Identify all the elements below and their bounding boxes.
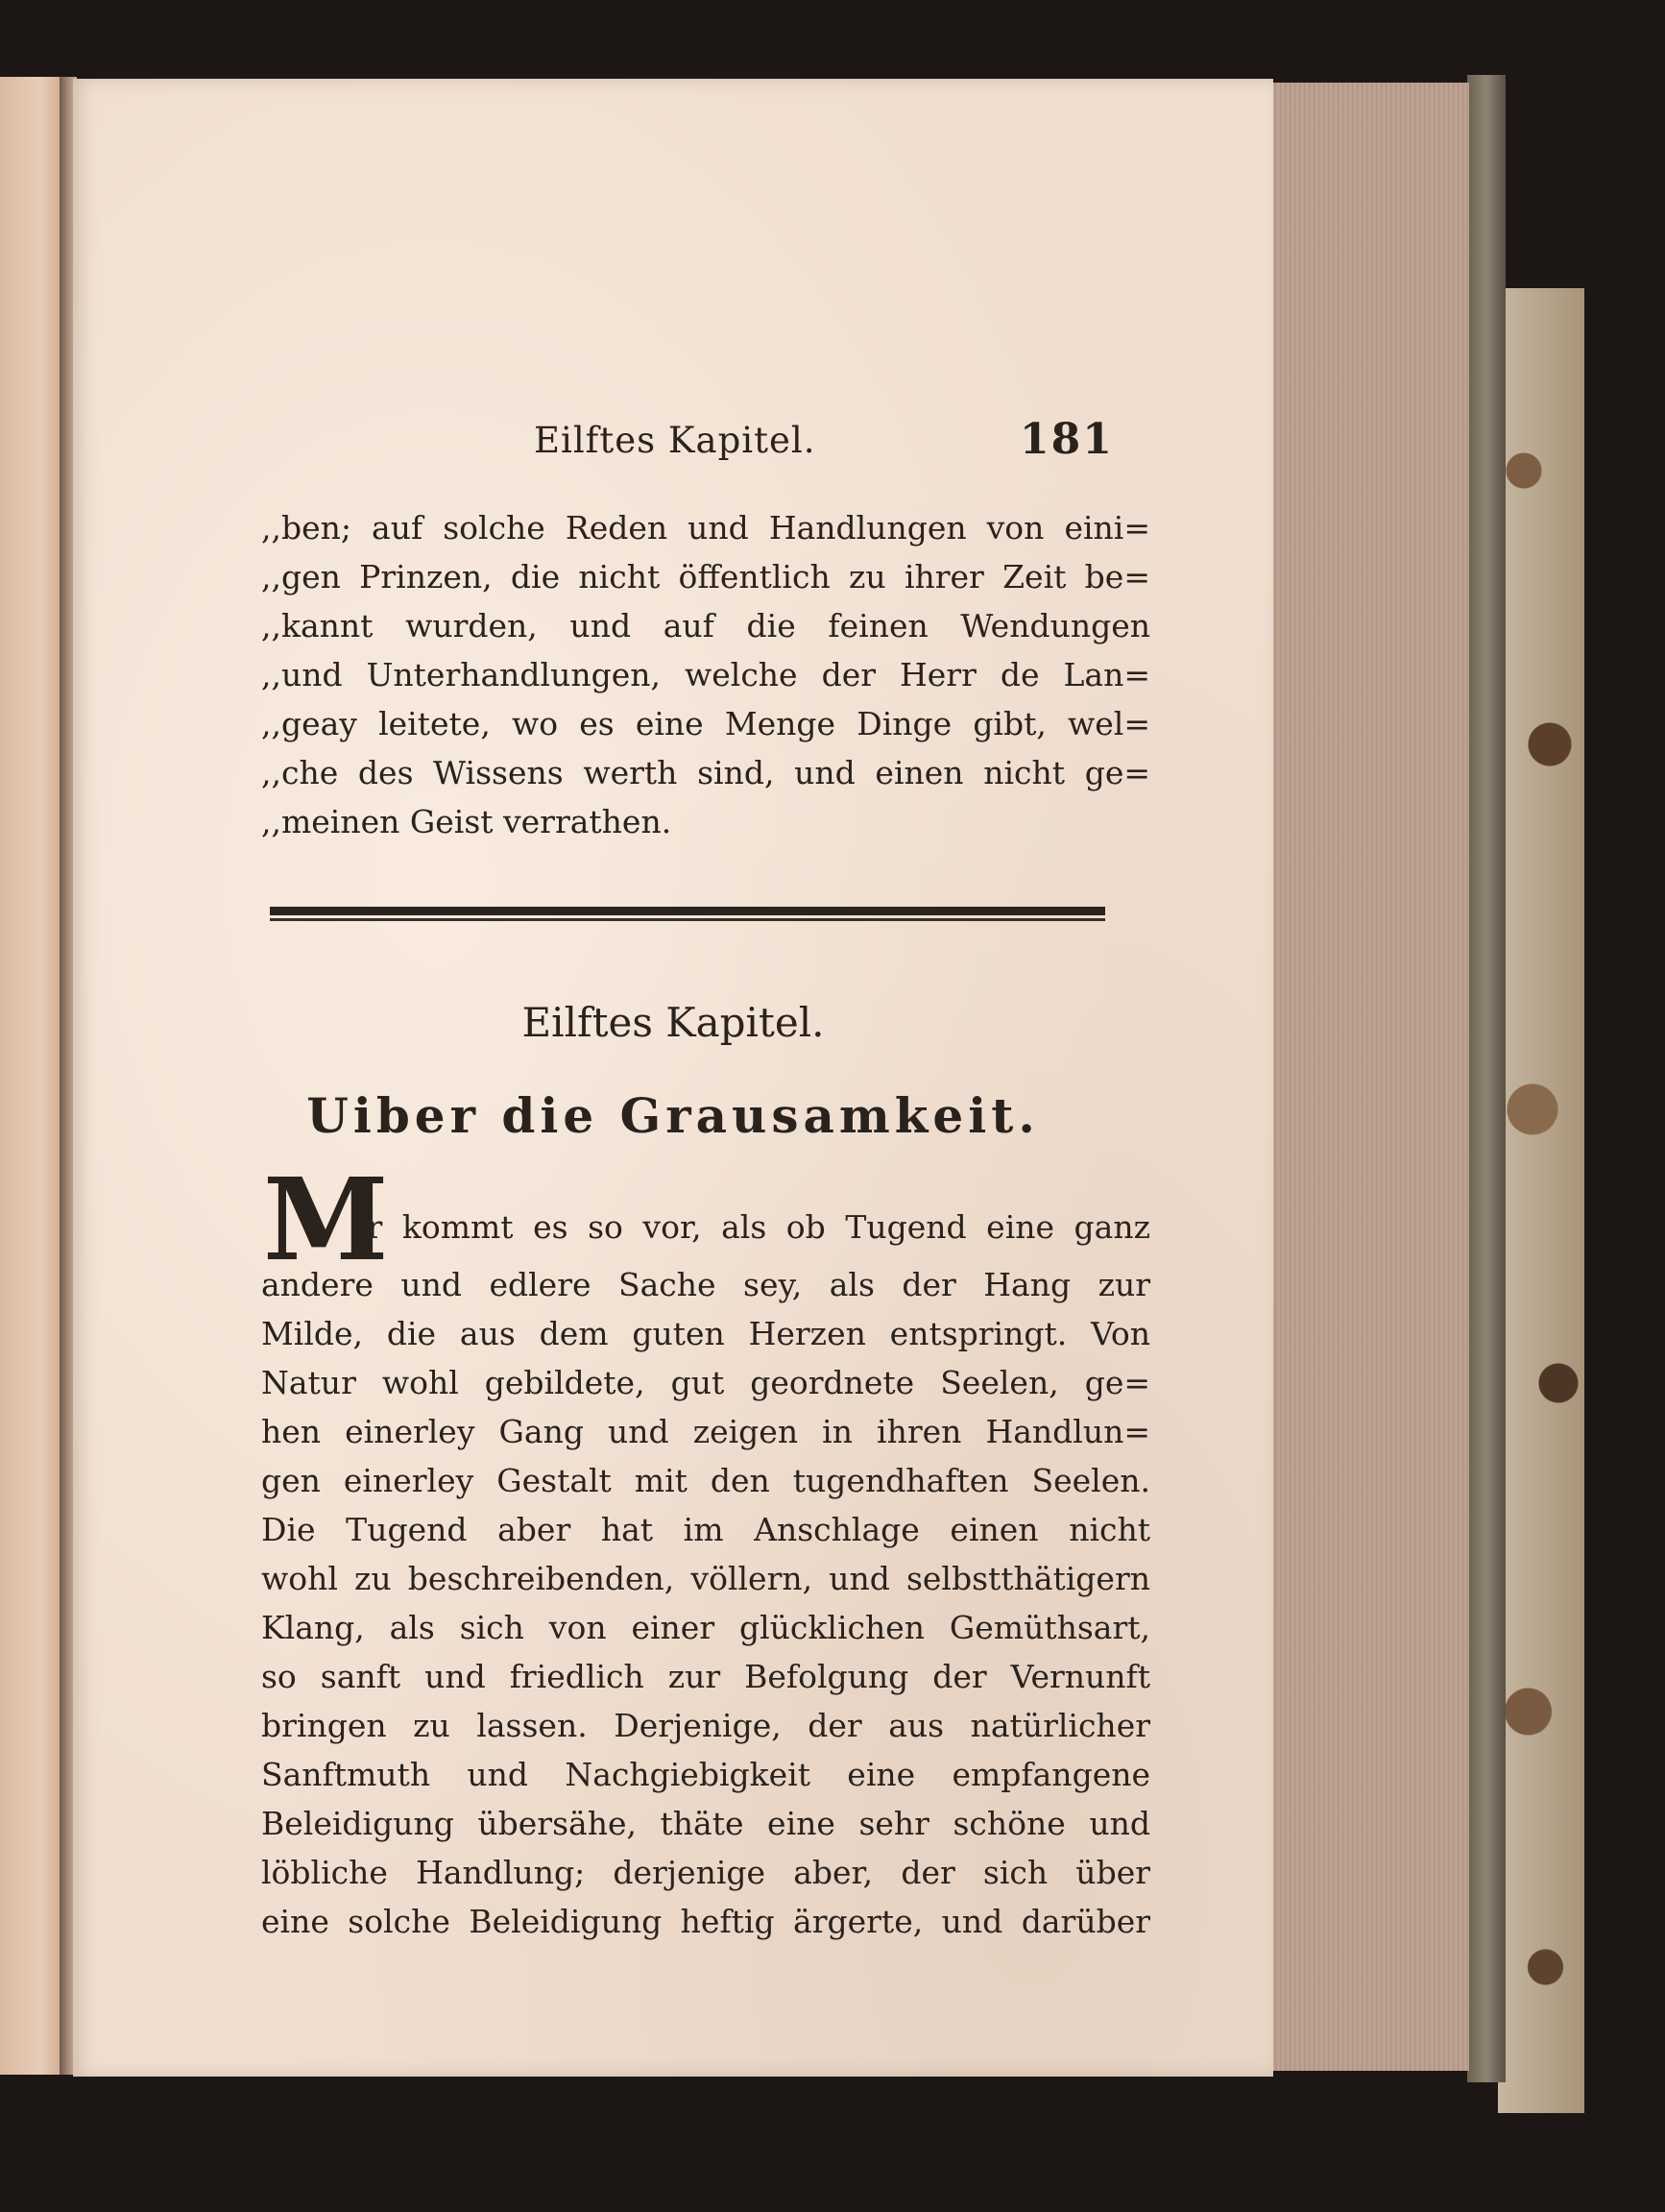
section-divider-rule [270,907,1105,924]
text-line: löbliche Handlung; derjenige aber, der sich über [261,1854,1150,1891]
text-line: bringen zu lassen. Derjenige, der aus natürlicher [261,1707,1150,1744]
text-line: Natur wohl gebildete, gut geordnete Seelen, ge= [261,1364,1150,1401]
text-line: ,,meinen Geist verrathen. [261,803,672,840]
text-line: Milde, die aus dem guten Herzen entspringt. Von [261,1315,1150,1352]
text-line: eine solche Beleidigung heftig ärgerte, und darüber [261,1903,1150,1940]
cover-edge [1467,75,1506,2082]
chapter-heading: Eilftes Kapitel. [521,999,825,1046]
marbled-cover [1498,288,1584,2113]
chapter-title: Uiber die Grausamkeit. [306,1087,1040,1144]
book-page [73,79,1273,2077]
text-line: ,,gen Prinzen, die nicht öffentlich zu ihrer Zeit be= [261,558,1150,596]
running-head: Eilftes Kapitel. [534,420,816,461]
text-line: Sanftmuth und Nachgiebigkeit eine empfangene [261,1756,1150,1793]
continuation-text [261,503,1150,846]
text-line: ,,che des Wissens werth sind, und einen nicht ge= [261,754,1150,791]
text-line: gen einerley Gestalt mit den tugendhaften Seelen. [261,1462,1150,1499]
text-line: Beleidigung übersähe, thäte eine sehr schöne und [261,1805,1150,1842]
previous-page-edge [0,77,67,2075]
first-line-block [357,1203,1150,1252]
text-line: Klang, als sich von einer glücklichen Gemüthsart, [261,1609,1150,1646]
text-line: so sanft und friedlich zur Befolgung der Vernunft [261,1658,1150,1695]
text-line: Die Tugend aber hat im Anschlage einen nicht [261,1511,1150,1548]
text-line: ir kommt es so vor, als ob Tugend eine ganz [357,1208,1150,1246]
page-number: 181 [1020,415,1114,464]
text-line: ,,ben; auf solche Reden und Handlungen von eini= [261,509,1150,547]
text-line: wohl zu beschreibenden, völlern, und selbstthätigern [261,1560,1150,1597]
divider-thick-line [270,907,1105,915]
text-line: andere und edlere Sache sey, als der Hang zur [261,1266,1150,1303]
divider-thin-line [270,918,1105,921]
page-stack-edge [1267,83,1469,2071]
text-line: hen einerley Gang und zeigen in ihren Handlun= [261,1413,1150,1450]
text-line: ,,und Unterhandlungen, welche der Herr de Lan= [261,656,1150,693]
body-text [261,1260,1150,1946]
text-line: ,,kannt wurden, und auf die feinen Wendungen [261,607,1150,644]
drop-cap-initial: M [263,1153,389,1286]
text-line: ,,geay leitete, wo es eine Menge Dinge gibt, wel= [261,705,1150,742]
